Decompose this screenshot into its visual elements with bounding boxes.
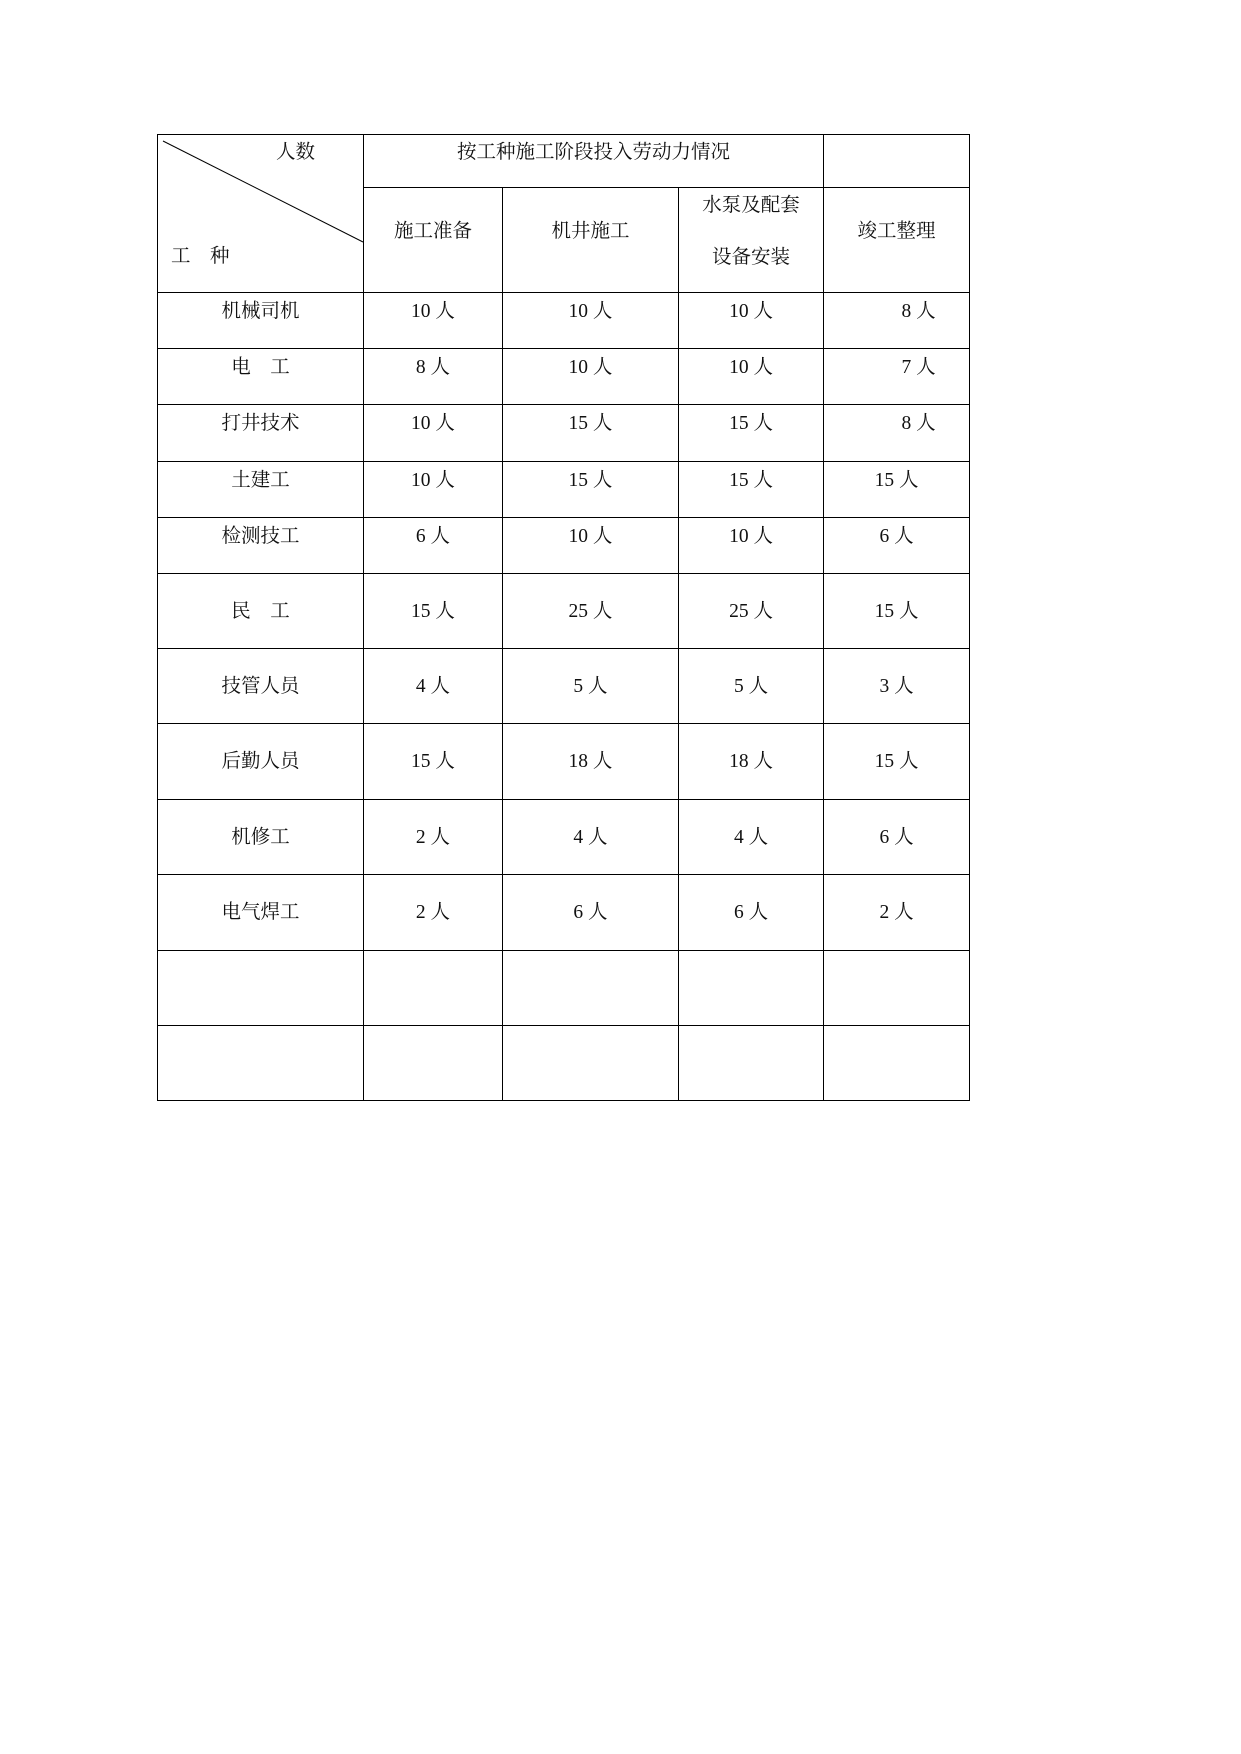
empty-cell: [824, 951, 970, 1026]
trade-cell: 打井技术: [158, 405, 364, 462]
value-cell: 10 人: [679, 293, 824, 349]
value-cell: 10 人: [503, 293, 679, 349]
value-cell: 3 人: [824, 649, 970, 724]
stage-header-prep: 施工准备: [364, 188, 503, 293]
value-cell: 10 人: [503, 518, 679, 574]
value-cell: 25 人: [503, 574, 679, 649]
value-cell: 15 人: [824, 724, 970, 800]
table-row: [158, 800, 970, 875]
trade-cell: 检测技工: [158, 518, 364, 574]
stage-header-pump-line1: 水泵及配套: [702, 195, 800, 216]
trade-cell: 土建工: [158, 462, 364, 518]
value-cell: 15 人: [824, 574, 970, 649]
value-cell: 4 人: [679, 800, 824, 875]
value-cell: 10 人: [364, 462, 503, 518]
value-cell: 6 人: [679, 875, 824, 951]
value-cell: 15 人: [364, 574, 503, 649]
empty-header-cell: [824, 135, 970, 188]
value-cell: 7 人: [824, 349, 970, 405]
trade-cell: 机械司机: [158, 293, 364, 349]
value-cell: 2 人: [364, 800, 503, 875]
trade-cell: 技管人员: [158, 649, 364, 724]
stage-header-well: 机井施工: [503, 188, 679, 293]
value-cell: 15 人: [679, 462, 824, 518]
table-row: [158, 724, 970, 800]
trade-cell: 机修工: [158, 800, 364, 875]
value-cell: 18 人: [503, 724, 679, 800]
empty-table-row: [158, 1026, 970, 1101]
count-header-label: 人数: [276, 142, 316, 163]
value-cell: 15 人: [503, 462, 679, 518]
empty-cell: [503, 1026, 679, 1101]
value-cell: 25 人: [679, 574, 824, 649]
value-cell: 6 人: [503, 875, 679, 951]
empty-cell: [364, 1026, 503, 1101]
stage-header-pump-line2: 设备安装: [712, 247, 791, 268]
table-row: [158, 462, 970, 518]
value-cell: 6 人: [824, 800, 970, 875]
table-row: [158, 574, 970, 649]
value-cell: 10 人: [679, 518, 824, 574]
value-cell: 15 人: [364, 724, 503, 800]
stage-header-finish: 竣工整理: [824, 188, 970, 293]
trade-cell: 电 工: [158, 349, 364, 405]
value-cell: 4 人: [503, 800, 679, 875]
value-cell: 15 人: [679, 405, 824, 462]
labor-allocation-table: [157, 134, 970, 1101]
value-cell: 6 人: [364, 518, 503, 574]
value-cell: 8 人: [824, 293, 970, 349]
table-row: [158, 649, 970, 724]
value-cell: 5 人: [679, 649, 824, 724]
value-cell: 8 人: [364, 349, 503, 405]
trade-cell: 后勤人员: [158, 724, 364, 800]
value-cell: 8 人: [824, 405, 970, 462]
empty-cell: [364, 951, 503, 1026]
value-cell: 5 人: [503, 649, 679, 724]
empty-cell: [158, 1026, 364, 1101]
table-title-cell: 按工种施工阶段投入劳动力情况: [364, 135, 824, 188]
trade-header-label: 工 种: [171, 246, 230, 267]
empty-cell: [824, 1026, 970, 1101]
value-cell: 10 人: [364, 293, 503, 349]
empty-cell: [503, 951, 679, 1026]
value-cell: 2 人: [824, 875, 970, 951]
diagonal-header-cell: [158, 135, 364, 293]
table-row: [158, 405, 970, 462]
value-cell: 10 人: [503, 349, 679, 405]
value-cell: 4 人: [364, 649, 503, 724]
value-cell: 18 人: [679, 724, 824, 800]
header-row-title: [158, 135, 970, 188]
trade-cell: 电气焊工: [158, 875, 364, 951]
value-cell: 10 人: [679, 349, 824, 405]
value-cell: 15 人: [824, 462, 970, 518]
value-cell: 6 人: [824, 518, 970, 574]
value-cell: 2 人: [364, 875, 503, 951]
diagonal-header-box: [158, 135, 363, 292]
table-row: [158, 518, 970, 574]
empty-cell: [158, 951, 364, 1026]
empty-cell: [679, 951, 824, 1026]
value-cell: 15 人: [503, 405, 679, 462]
empty-table-row: [158, 951, 970, 1026]
trade-cell: 民 工: [158, 574, 364, 649]
empty-cell: [679, 1026, 824, 1101]
stage-header-pump: [679, 188, 824, 293]
table-row: [158, 293, 970, 349]
table-row: [158, 349, 970, 405]
value-cell: 10 人: [364, 405, 503, 462]
table-row: [158, 875, 970, 951]
